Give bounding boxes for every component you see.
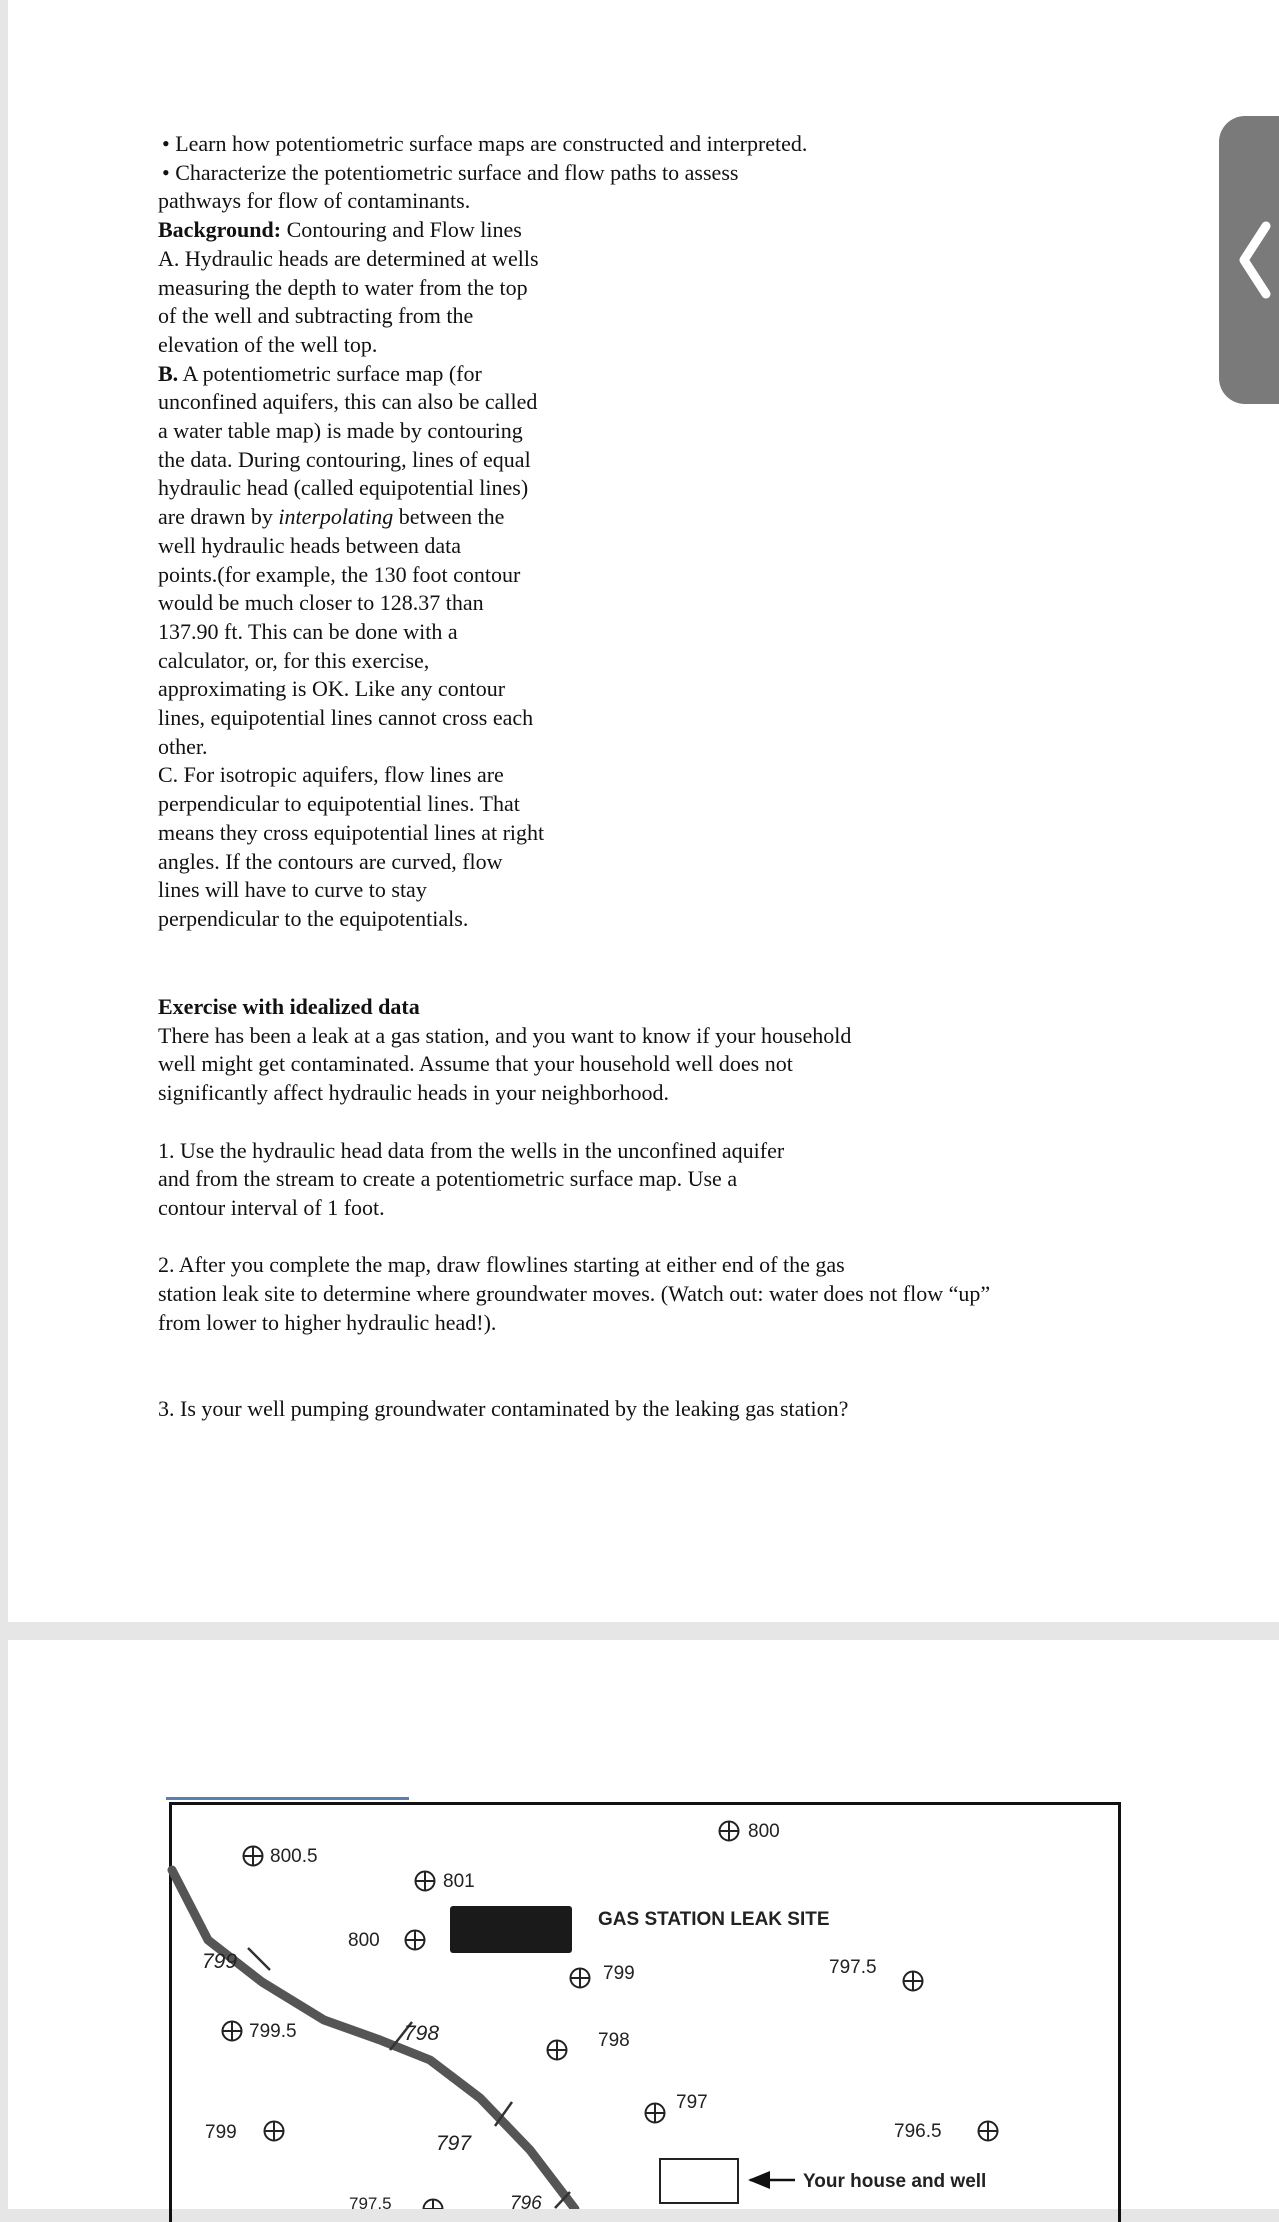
question-1-line: contour interval of 1 foot.	[158, 1194, 385, 1220]
well-label-800-left: 800	[348, 1930, 380, 1951]
well-marker-800-left	[406, 1931, 425, 1950]
background-c-line: perpendicular to equipotential lines. That	[158, 791, 520, 817]
question-3: 3. Is your well pumping groundwater contaminated by the leaking gas station?	[158, 1395, 849, 1421]
question-1-line: 1. Use the hydraulic head data from the wells in the unconfined aquifer	[158, 1137, 785, 1163]
background-b-line: points.(for example, the 130 foot contour	[158, 561, 521, 587]
well-label-797-5-bottom: 797.5	[349, 2194, 392, 2209]
well-marker-800-5	[244, 1847, 263, 1866]
question-1-line: and from the stream to create a potentiometric surface map. Use a	[158, 1166, 738, 1192]
background-b-line: approximating is OK. Like any contour	[158, 676, 506, 702]
house-and-well-box	[660, 2159, 738, 2203]
question-2-line: from lower to higher hydraulic head!).	[158, 1309, 497, 1335]
background-c-line: perpendicular to the equipotentials.	[158, 905, 469, 931]
background-heading: Background: Contouring and Flow lines	[158, 217, 522, 243]
background-b-line: a water table map) is made by contouring	[158, 418, 523, 444]
objective-2: • Characterize the potentiometric surface and flow paths to assess	[162, 159, 739, 185]
background-b-line: well hydraulic heads between data	[158, 532, 461, 558]
exercise-heading: Exercise with idealized data	[158, 994, 420, 1019]
well-label-797-mid: 797	[676, 2092, 708, 2113]
gas-station-label: GAS STATION LEAK SITE	[598, 1909, 830, 1930]
background-a-line: measuring the depth to water from the top	[158, 274, 528, 300]
house-label: Your house and well	[803, 2171, 987, 2192]
background-b-line: lines, equipotential lines cannot cross each	[158, 705, 534, 731]
stream-label-797: 797	[436, 2132, 472, 2155]
background-b-line: other.	[158, 733, 208, 759]
well-label-800-top: 800	[748, 1821, 780, 1842]
well-marker-799-right	[571, 1969, 590, 1988]
background-c-line: lines will have to curve to stay	[158, 877, 427, 903]
well-marker-799-bottom	[265, 2122, 284, 2141]
well-label-798-right: 798	[598, 2030, 630, 2051]
house-arrow-head	[748, 2171, 770, 2189]
background-b-line: would be much closer to 128.37 than	[158, 590, 484, 616]
background-c-line: means they cross equipotential lines at right	[158, 819, 545, 845]
background-c-line: angles. If the contours are curved, flow	[158, 848, 503, 874]
exercise-intro-line: significantly affect hydraulic heads in your neighborhood.	[158, 1080, 669, 1106]
well-marker-797-5	[904, 1972, 923, 1991]
exercise-intro-line: well might get contaminated. Assume that your household well does not	[158, 1051, 793, 1077]
background-b-line: the data. During contouring, lines of equal	[158, 446, 531, 472]
well-label-799-bottom: 799	[205, 2122, 237, 2143]
background-c-line: C. For isotropic aquifers, flow lines are	[158, 762, 504, 788]
background-b-line: hydraulic head (called equipotential lines)	[158, 475, 529, 501]
background-b-line: are drawn by interpolating between the	[158, 504, 505, 530]
well-label-800-5: 800.5	[270, 1846, 318, 1867]
background-a-line: of the well and subtracting from the	[158, 303, 474, 329]
gas-station-leak-site	[450, 1906, 572, 1953]
well-label-799-5: 799.5	[249, 2021, 297, 2042]
well-marker-799-5	[223, 2022, 242, 2041]
well-label-799-right: 799	[603, 1963, 635, 1984]
well-marker-797-mid	[646, 2104, 665, 2123]
question-2-line: 2. After you complete the map, draw flowlines starting at either end of the gas	[158, 1252, 845, 1278]
well-label-797-5: 797.5	[829, 1957, 877, 1978]
background-b-line: 137.90 ft. This can be done with a	[158, 618, 458, 644]
exercise-intro-line: There has been a leak at a gas station, and you want to know if your household	[158, 1022, 852, 1048]
well-marker-798-right	[548, 2041, 567, 2060]
question-2-line: station leak site to determine where groundwater moves. (Watch out: water does not flow “up”	[158, 1281, 991, 1306]
well-label-796-5: 796.5	[894, 2121, 942, 2142]
background-b-line: calculator, or, for this exercise,	[158, 647, 430, 673]
well-marker-801	[416, 1872, 435, 1891]
well-label-801: 801	[443, 1871, 475, 1892]
stream-label-798: 798	[404, 2022, 440, 2045]
well-marker-800-top	[720, 1822, 739, 1841]
background-b-line: unconfined aquifers, this can also be called	[158, 389, 538, 415]
well-marker-797-5-bottom	[424, 2200, 443, 2210]
background-a-line: elevation of the well top.	[158, 331, 378, 357]
stream-label-796: 796	[510, 2193, 542, 2209]
background-b-line: B. A potentiometric surface map (for	[158, 360, 482, 386]
stream-label-799: 799	[202, 1950, 238, 1973]
well-marker-796-5	[979, 2122, 998, 2141]
objective-1: • Learn how potentiometric surface maps are constructed and interpreted.	[162, 131, 808, 156]
stream-tick-799	[248, 1948, 270, 1970]
background-a-line: A. Hydraulic heads are determined at wells	[158, 245, 539, 271]
objective-2-cont: pathways for flow of contaminants.	[158, 188, 471, 214]
